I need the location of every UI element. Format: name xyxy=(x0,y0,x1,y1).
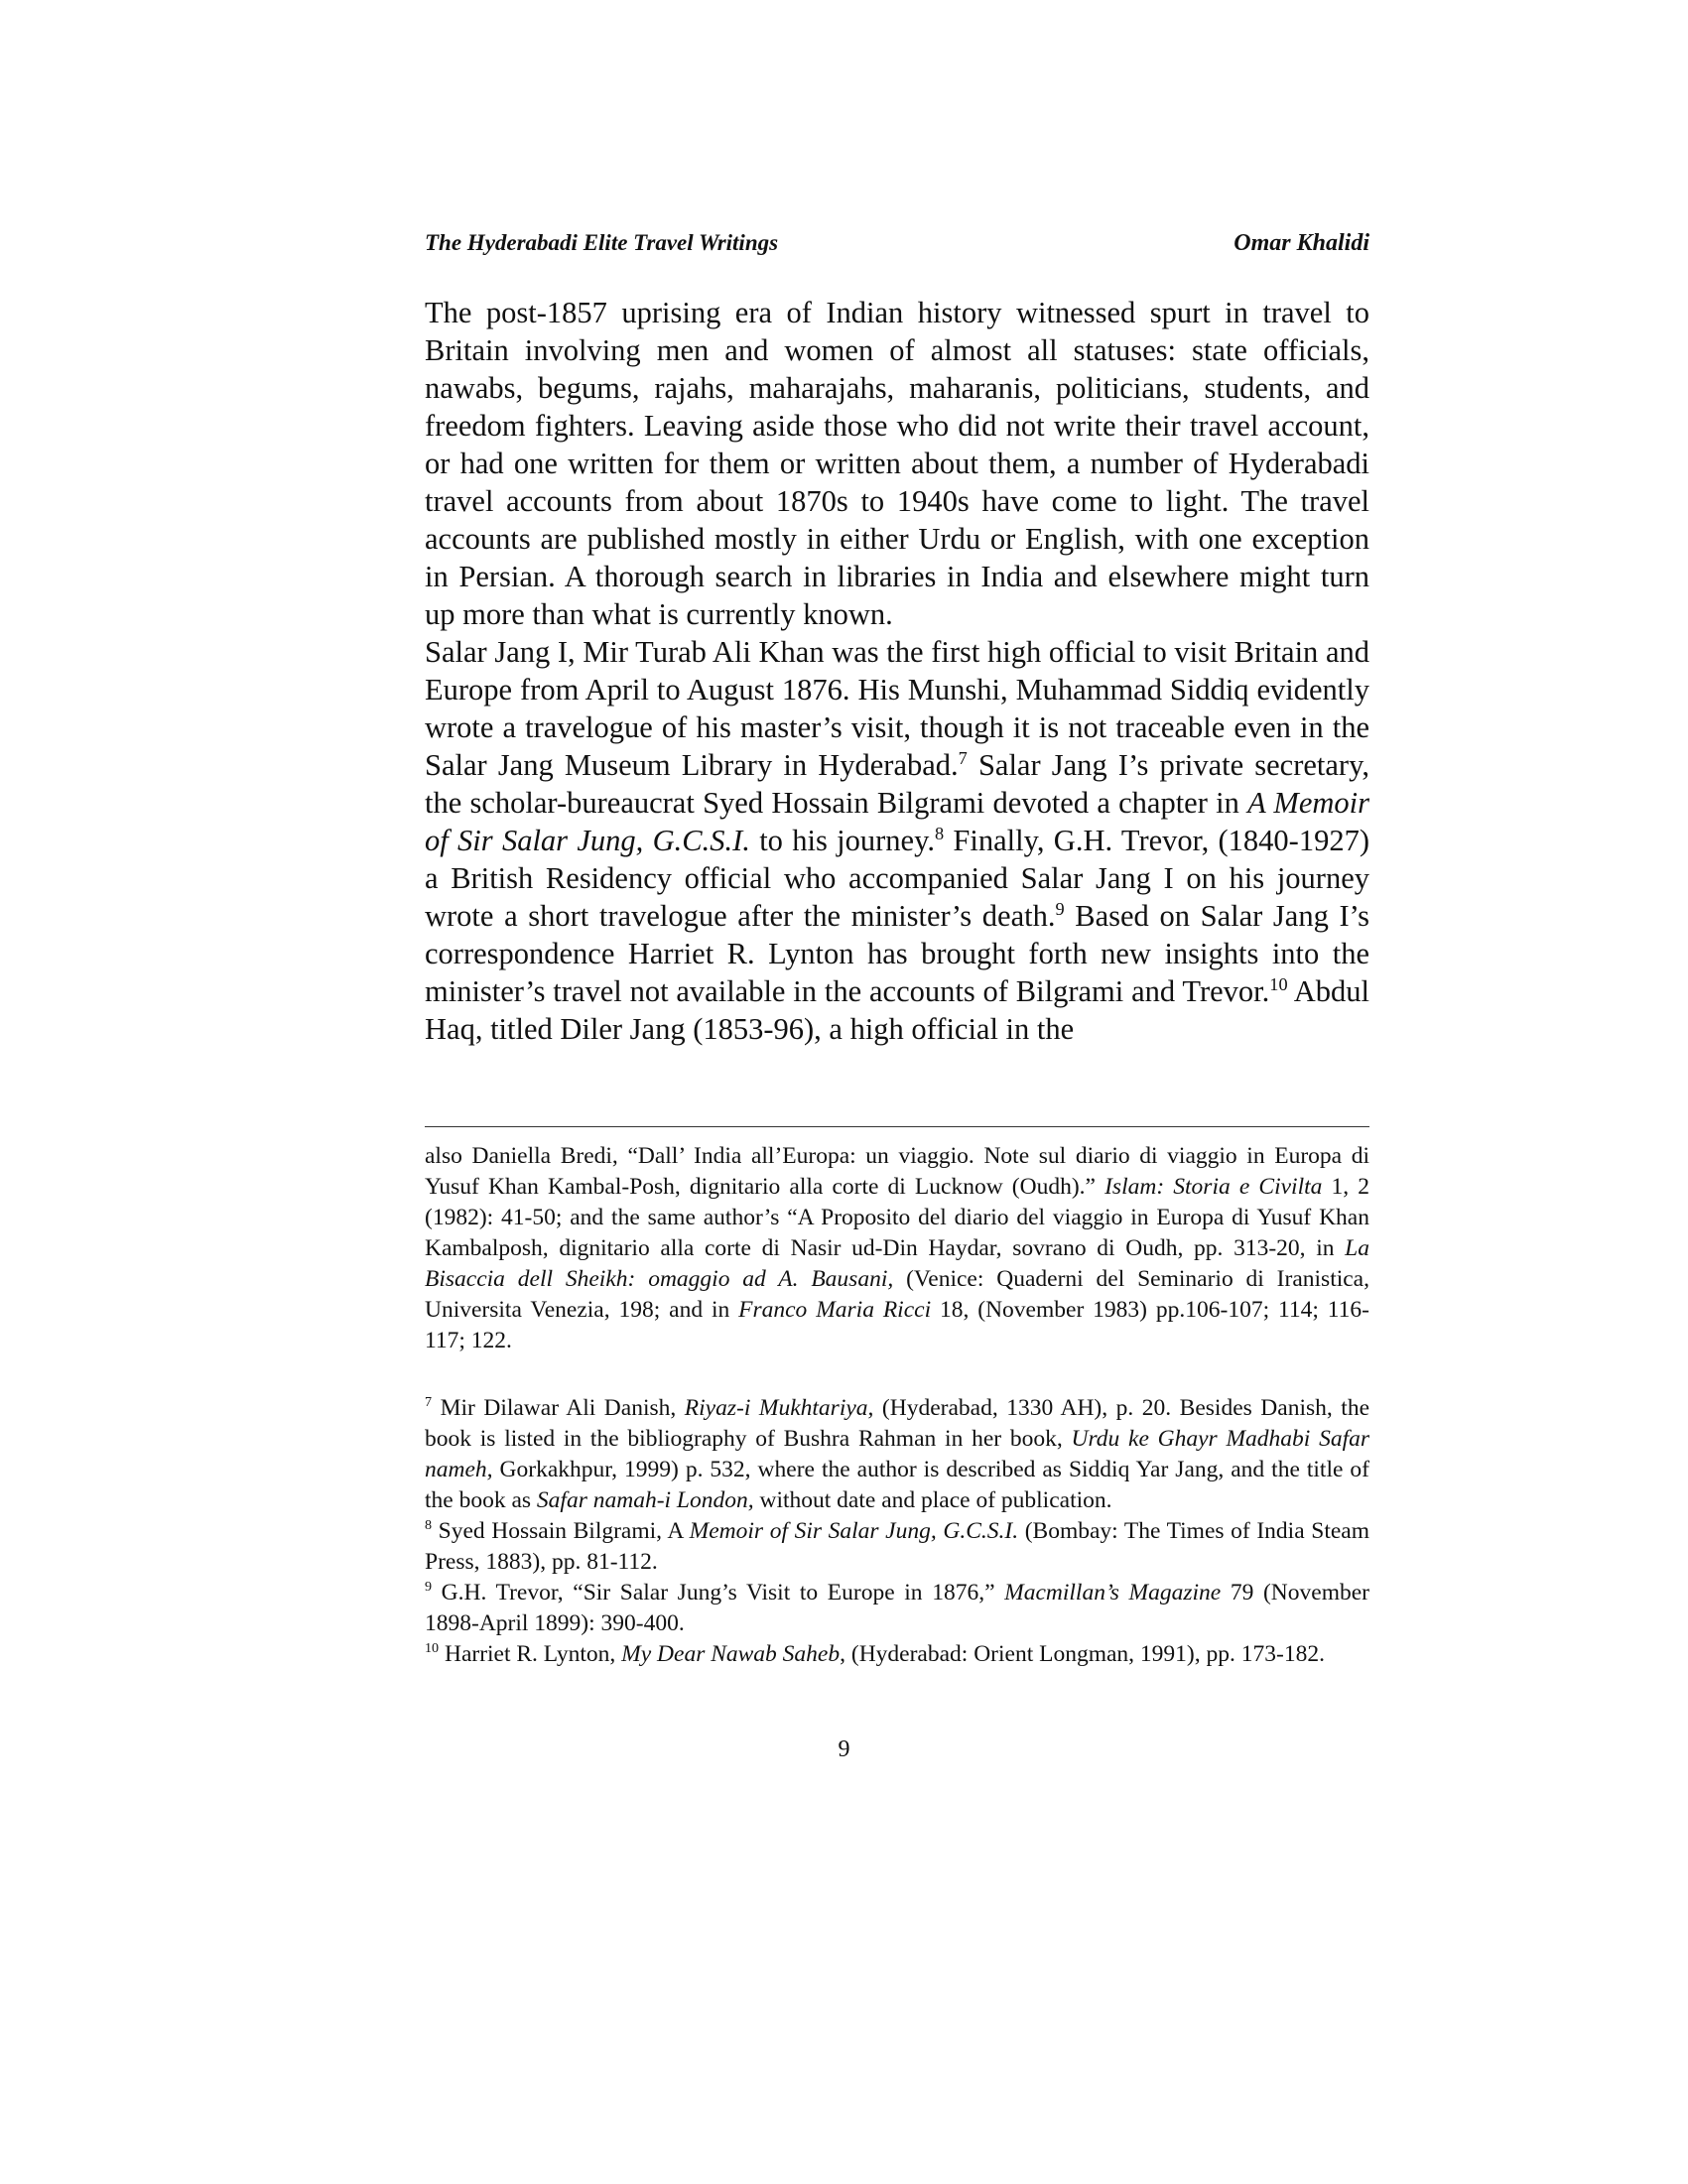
text-run: Abdul Haq, titled Diler Jang (1853-96), a high official in the xyxy=(425,974,1369,1046)
text-run: 1, 2 (1982): 41-50; and the same author’s “A Proposito del diario del viaggio in Europa di Yusuf Khan Kambalposh, dignitario alla corte di Nasir ud-Din Haydar, sovrano di Oudh, pp. 313-20, in xyxy=(425,1174,1370,1261)
footnotes xyxy=(425,1393,1369,1670)
footnote-7 xyxy=(425,1393,1369,1516)
book-title: A Memoir of Sir Salar Jung, G.C.S.I. xyxy=(425,786,1369,857)
footnote-8 xyxy=(425,1516,1369,1578)
book-title: Urdu ke Ghayr Madhabi Safar nameh, xyxy=(425,1426,1369,1482)
text-run: to his journey. xyxy=(749,824,935,857)
book-title: Safar namah-i London, xyxy=(536,1487,754,1513)
text-run: Gorkakhpur, 1999) p. 532, where the author is described as Siddiq Yar Jang, and the title of the book as xyxy=(425,1457,1369,1513)
text-run: Mir Dilawar Ali Danish, xyxy=(432,1395,685,1421)
footnote-ref-9: 9 xyxy=(1055,898,1065,919)
footnote-ref-7: 7 xyxy=(958,747,968,768)
text-run: 18, (November 1983) pp.106-107; 114; 116-117; 122. xyxy=(425,1297,1369,1353)
text-run: G.H. Trevor, “Sir Salar Jung’s Visit to Europe in 1876,” xyxy=(432,1580,1005,1606)
footnote-ref-8: 8 xyxy=(934,823,945,843)
footnote-number: 8 xyxy=(425,1517,433,1534)
header-author: Omar Khalidi xyxy=(1234,230,1369,256)
footnote-number: 9 xyxy=(425,1579,433,1596)
page-number: 9 xyxy=(838,1736,850,1762)
text-run: (Venice: Quaderni del Seminario di Iranistica, Universita Venezia, 198; and in xyxy=(425,1266,1369,1323)
footnote-10 xyxy=(425,1639,1369,1670)
journal-title: Franco Maria Ricci xyxy=(738,1297,932,1323)
running-header xyxy=(425,230,1369,270)
paragraph-2 xyxy=(425,633,1369,1048)
paragraph-1: The post-1857 uprising era of Indian history witnessed spurt in travel to Britain involving men and women of almost all statuses: state officials, nawabs, begums, rajahs, maharajahs, maharanis, politicians, students, and freedom fighters. Leaving aside those who did not write their travel account, or had one written for them or written about them, a number of Hyderabadi travel accounts from about 1870s to 1940s have come to light. The travel accounts are published mostly in either Urdu or English, with one exception in Persian. A thorough search in libraries in India and elsewhere might turn up more than what is currently known. xyxy=(425,296,1369,631)
footnote-9 xyxy=(425,1578,1369,1639)
journal-title: Macmillan’s Magazine xyxy=(1004,1580,1222,1606)
footnote-6-continued xyxy=(425,1141,1369,1356)
book-title: La Bisaccia dell Sheikh: omaggio ad A. Bausani, xyxy=(425,1235,1369,1292)
text-run: (Bombay: The Times of India Steam Press, 1883), pp. 81-112. xyxy=(425,1518,1369,1575)
text-run: (Hyderabad, 1330 AH), p. 20. Besides Danish, the book is listed in the bibliography of Bushra Rahman in her book, xyxy=(425,1395,1369,1452)
text-run: Finally, G.H. Trevor, (1840-1927) a British Residency official who accompanied Salar Jang I on his journey wrote a short travelogue after the minister’s death. xyxy=(425,824,1369,933)
footnote-number: 10 xyxy=(425,1640,440,1657)
text-run: without date and place of publication. xyxy=(753,1487,1112,1513)
text-run: Salar Jang I’s private secretary, the scholar-bureaucrat Syed Hossain Bilgrami devoted a chapter in xyxy=(425,748,1369,820)
text-run: 79 (November 1898-April 1899): 390-400. xyxy=(425,1580,1369,1636)
text-run: , (Hyderabad: Orient Longman, 1991), pp. 173-182. xyxy=(840,1641,1325,1667)
book-title: Memoir of Sir Salar Jung, G.C.S.I. xyxy=(689,1518,1019,1544)
text-run: also Daniella Bredi, “Dall’ India all’Europa: un viaggio. Note sul diario di viaggio in Europa di Yusuf Khan Kambal-Posh, dignitario alla corte di Lucknow (Oudh).” xyxy=(425,1143,1369,1200)
header-title: The Hyderabadi Elite Travel Writings xyxy=(425,230,779,255)
footnote-divider xyxy=(425,1126,1369,1127)
main-text xyxy=(425,294,1369,1048)
footnote-continuation xyxy=(425,1141,1369,1356)
footnote-ref-10: 10 xyxy=(1269,973,1288,994)
text-run: Syed Hossain Bilgrami, A xyxy=(432,1518,690,1544)
footnote-number: 7 xyxy=(425,1394,433,1411)
book-title: My Dear Nawab Saheb xyxy=(621,1641,841,1667)
text-run: Salar Jang I, Mir Turab Ali Khan was the first high official to visit Britain and Europe from April to August 1876. His Munshi, Muhammad Siddiq evidently wrote a travelogue of his master’s visit, though it is not traceable even in the Salar Jang Museum Library in Hyderabad. xyxy=(425,635,1369,782)
book-title: Riyaz-i Mukhtariya, xyxy=(684,1395,874,1421)
text-run: Harriet R. Lynton, xyxy=(439,1641,622,1667)
journal-title: Islam: Storia e Civilta xyxy=(1104,1174,1323,1200)
text-run: Based on Salar Jang I’s correspondence Harriet R. Lynton has brought forth new insights into the minister’s travel not available in the accounts of Bilgrami and Trevor. xyxy=(425,899,1369,1008)
